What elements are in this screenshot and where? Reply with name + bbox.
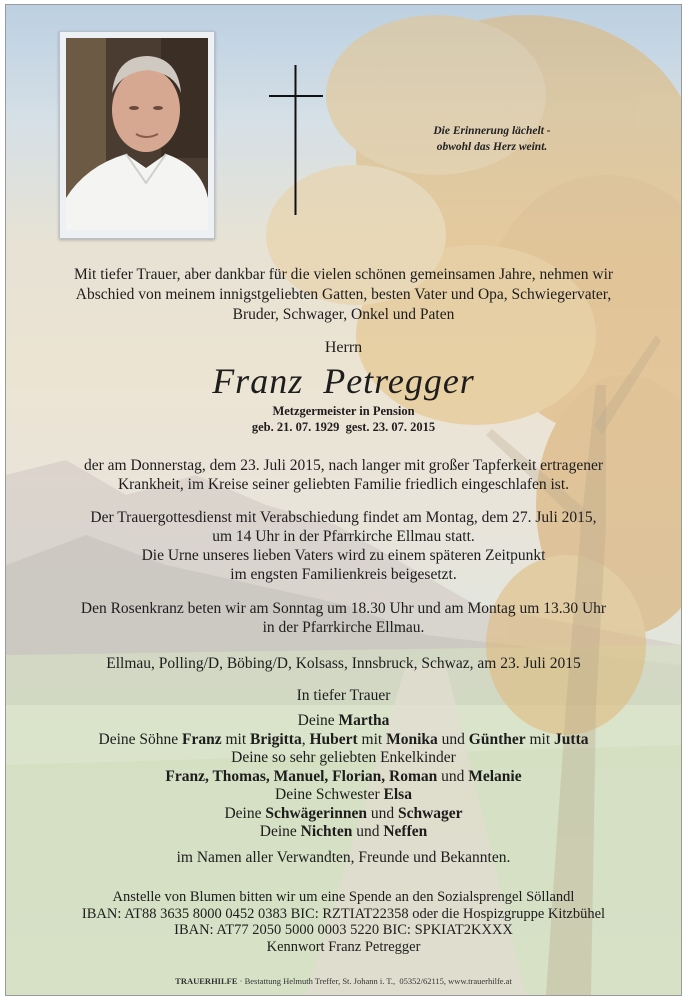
intro-paragraph [6,265,681,325]
footer-brand: TRAUERHILFE [175,976,238,986]
family-text: Deine [297,712,339,729]
paragraph-line: um 14 Uhr in der Pfarrkirche Ellmau statt. [212,528,475,545]
funeral-paragraph [6,508,681,584]
obituary-card [5,4,682,996]
family-line-sons [6,731,681,750]
paragraph-line: Der Trauergottesdienst mit Verabschiedung findet am Montag, dem 27. Juli 2015, [90,509,597,526]
footer-text: · Bestattung Helmuth Treffer, St. Johann i. T., 05352/62115, www.trauerhilfe.at [237,976,512,986]
donation-line: IBAN: AT77 2050 5000 0003 5220 BIC: SPKIAT2KXXX [174,922,513,938]
family-text: mit [357,730,387,748]
family-text: Deine [224,804,266,822]
family-name: Franz, Thomas, Manuel, Florian, Roman [165,767,438,785]
family-name: Neffen [383,823,428,840]
paragraph-line: in der Pfarrkirche Ellmau. [262,619,425,636]
donation-line: IBAN: AT88 3635 8000 0452 0383 BIC: RZTIAT22358 oder die Hospizgruppe Kitzbühel [81,905,606,922]
mourning-intro: In tiefer Trauer [296,687,391,704]
paragraph-line: Krankheit, im Kreise seiner geliebten Familie friedlich eingeschlafen ist. [117,476,570,493]
salutation: Herrn [324,339,363,356]
family-text: und [437,767,469,785]
portrait-photo [66,38,208,230]
donation-notice [6,889,681,955]
family-name: Nichten [300,823,353,840]
rosary-paragraph [6,599,681,637]
paragraph-line: Den Rosenkranz beten wir am Sonntag um 18.30 Uhr und am Montag um 13.30 Uhr [80,600,607,617]
family-text: mit [525,730,555,748]
intro-line: Mit tiefer Trauer, aber dankbar für die vielen schönen gemeinsamen Jahre, nehmen wir [73,266,614,283]
family-name: Schwägerinnen [265,804,367,822]
paragraph-line: im engsten Familienkreis beigesetzt. [230,566,457,583]
quote-line: Die Erinnerung lächelt - [433,125,551,137]
family-text: Deine [259,823,301,840]
family-line-sister [6,786,681,805]
footer-imprint [6,976,681,986]
family-line-grandchildren-intro: Deine so sehr geliebten Enkelkinder [231,749,456,766]
family-text: mit [221,730,251,748]
family-name: Brigitta [250,730,302,748]
family-name: Elsa [383,786,412,803]
memorial-quote [362,123,622,155]
family-name: Hubert [309,730,358,748]
family-name: Schwager [397,804,463,822]
family-line-inlaws [6,805,681,824]
deceased-occupation: Metzgermeister in Pension [272,404,415,418]
family-name: Jutta [554,730,589,748]
deceased-name: Franz Petregger [212,361,475,401]
family-text: Deine Schwester [275,786,384,803]
family-text: und [366,804,398,822]
quote-line: obwohl das Herz weint. [436,141,548,153]
family-name: Günther [468,730,526,748]
portrait-photo-frame [59,31,215,239]
donation-line: Kennwort Franz Petregger [266,938,421,955]
intro-line: Abschied von meinem innigstgeliebten Gatten, besten Vater und Opa, Schwiegervater, [75,286,612,303]
family-line-grandchildren [6,768,681,787]
place-date-line: Ellmau, Polling/D, Böbing/D, Kolsass, Innsbruck, Schwaz, am 23. Juli 2015 [106,655,581,672]
family-name: Martha [338,712,390,729]
deceased-dates: geb. 21. 07. 1929 gest. 23. 07. 2015 [251,420,436,434]
relatives-line: im Namen aller Verwandten, Freunde und Bekannten. [176,849,511,866]
death-paragraph [6,456,681,494]
family-name: Melanie [468,767,522,785]
family-line-wife [6,712,681,731]
family-name: Monika [386,730,438,748]
family-text: Deine Söhne [98,730,183,748]
cross-icon [269,65,323,215]
family-line-nieces-nephews [6,823,681,842]
intro-line: Bruder, Schwager, Onkel und Paten [232,306,455,323]
paragraph-line: der am Donnerstag, dem 23. Juli 2015, nach langer mit großer Tapferkeit ertragener [84,457,603,474]
family-name: Franz [182,730,222,748]
family-text: , [301,730,310,748]
donation-line: Anstelle von Blumen bitten wir um eine Spende an den Sozialsprengel Söllandl [112,889,575,905]
paragraph-line: Die Urne unseres lieben Vaters wird zu einem späteren Zeitpunkt [141,547,546,564]
family-text: und [352,823,384,840]
family-list [6,712,681,842]
family-text: und [437,730,469,748]
